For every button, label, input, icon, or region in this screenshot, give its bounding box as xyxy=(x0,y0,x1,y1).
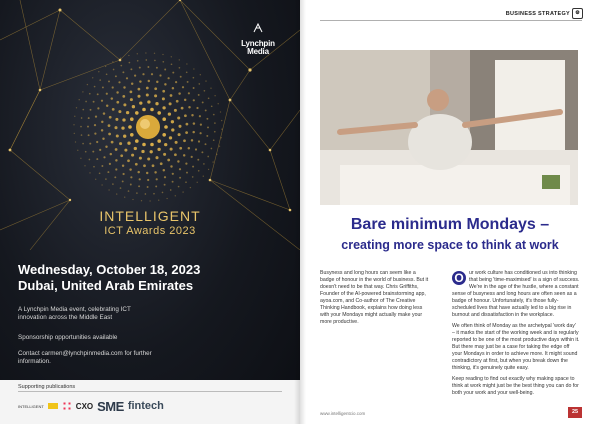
right-page-article xyxy=(300,0,600,424)
spread-gutter xyxy=(294,0,306,424)
sponsorship-note: Sponsorship opportunities available xyxy=(18,334,118,341)
body-paragraph-1 xyxy=(452,270,580,319)
event-subtitle: ICT Awards 2023 xyxy=(104,225,196,237)
headline: Bare minimum Mondays – xyxy=(350,216,550,233)
supporting-label: Supporting publications xyxy=(18,384,76,390)
lynchpin-mark-icon xyxy=(252,22,264,34)
footer-url: www.intelligentcio.com xyxy=(320,411,366,416)
publication-logos xyxy=(18,396,288,416)
event-location: Dubai, United Arab Emirates xyxy=(18,278,194,293)
article-body xyxy=(452,270,580,401)
publication-logo-cxo: CXO xyxy=(75,401,94,411)
body-paragraph-2: We often think of Monday as the archetypal 'work day' – it marks the start of the working week and is regularly reported to be one of the most productive days within it. But there may just be a case for taking the edge off your Mondays in order to achieve more. It might sound contradictory at first, but when you break down the thinking, it's genuinely quite easy. xyxy=(452,323,580,371)
article-intro xyxy=(320,270,430,326)
event-description: A Lynchpin Media event, celebrating ICT innovation across the Middle East xyxy=(18,306,131,321)
supporting-publications-bar xyxy=(0,380,300,424)
brand-line2: Media xyxy=(247,47,269,56)
body-paragraph-1-text: ur work culture has conditioned us into thinking that being 'time-maximised' is a sign of success. We're in the age of the hustle, where a constant sense of busyness and long hours are often seen as a badge of honour. Unfortunately, it's those fully-scheduled lives that have actually led to a big rise in burnout and dissatisfaction in the workplace. xyxy=(452,270,580,318)
divider xyxy=(18,391,282,392)
brand-line1: Lynchpin xyxy=(241,39,275,48)
dots-logo-icon xyxy=(62,401,72,411)
intro-text: Busyness and long hours can seem like a badge of honour in the world of business. But it doesn't need to be that way. Chris Griffiths, Founder of the AI-powered brainstorming app, ayoa.com, and Co-author of The Creative Thinking Handbook, explains how doing less with your Mondays might actually make your more productive. xyxy=(320,270,429,325)
publication-logo-intelligent: INTELLIGENT xyxy=(18,403,44,409)
event-date: Wednesday, October 18, 2023 xyxy=(18,262,201,277)
article-photo xyxy=(320,50,578,205)
publication-logo-fintech: fintech xyxy=(127,400,164,412)
event-title: INTELLIGENT xyxy=(99,208,201,224)
section-icon: ⚙ xyxy=(572,8,583,19)
publication-logo-sme: SME xyxy=(97,398,124,414)
body-paragraph-3: Keep reading to find out exactly why making space to think at work might just be the best thing you can do for both your work and your well-being. xyxy=(452,376,579,396)
contact-note: Contact carmen@lynchpinmedia.com for further information. xyxy=(18,350,152,365)
yellow-logo-icon xyxy=(48,403,58,409)
page-number: 25 xyxy=(568,407,582,418)
lynchpin-media-logo xyxy=(233,22,283,56)
event-date-block xyxy=(18,262,200,294)
section-label: BUSINESS STRATEGY xyxy=(505,11,570,17)
drop-cap: O xyxy=(452,271,466,285)
headline-sub: creating more space to think at work xyxy=(341,238,559,252)
header-rule xyxy=(320,20,582,21)
